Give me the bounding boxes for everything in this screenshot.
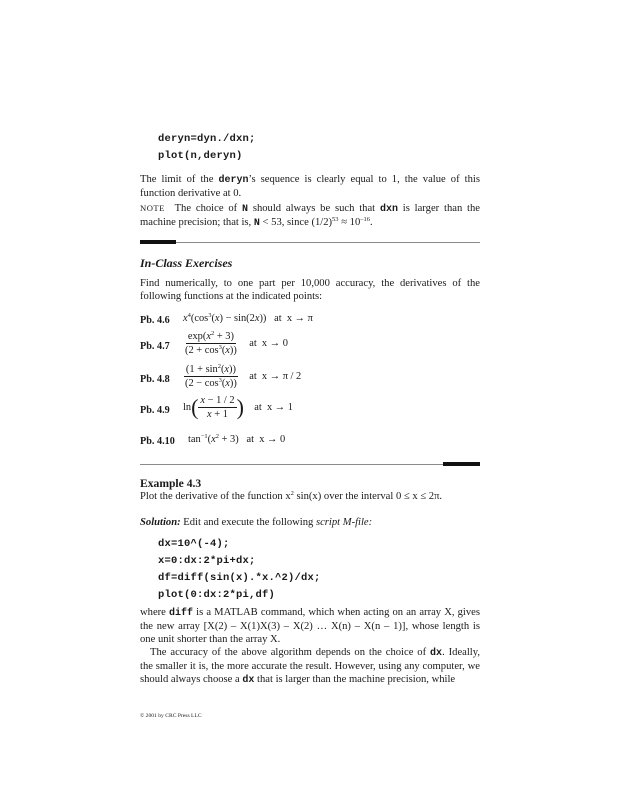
example-heading: Example 4.3 <box>140 477 202 490</box>
text: The choice of <box>174 203 242 214</box>
text: at <box>254 401 262 413</box>
text: x → 0 <box>261 337 288 349</box>
note-label: NOTE <box>140 203 165 213</box>
text: x → 1 <box>267 401 293 413</box>
text: should always be such that <box>248 203 380 214</box>
problem-label: Pb. 4.8 <box>140 374 170 385</box>
footer-copyright: © 2001 by CRC Press LLC <box>140 713 202 719</box>
text: at <box>246 434 254 445</box>
text: Plot the derivative of the function x <box>140 491 291 502</box>
text: is a MATLAB command, which when acting on an array X, gives the new array [X(2) – X(1)X(3) – X(2) … X(n) – X(n – 1)], whose length is one unit shorter than the array X. <box>140 607 480 645</box>
text: . Ideally, the smaller it is, the more accurate the result. However, using any computer, we should always choose a <box>140 647 480 685</box>
text: < 53, since (1/2) <box>259 217 333 228</box>
paragraph-limit <box>140 173 480 200</box>
text: . <box>370 217 373 228</box>
text: at <box>249 337 257 349</box>
text: sin(x) over the interval 0 ≤ x ≤ 2π. <box>293 491 443 502</box>
text: The accuracy of the above algorithm depends on the choice of <box>150 647 431 658</box>
code-line: plot(n,deryn) <box>158 150 243 162</box>
solution-label: Solution: <box>140 517 181 528</box>
text: x → π / 2 <box>261 370 302 382</box>
text: at <box>274 313 282 324</box>
exercises-intro: Find numerically, to one part per 10,000 accuracy, the derivatives of the following functions at the indicated points: <box>140 278 480 302</box>
section-rule <box>140 464 480 465</box>
superscript: 2 <box>290 490 294 497</box>
problem-formula: ln( $\frac{x - 1 / 2}{x + 1}$ ) at x → 1 <box>183 394 293 420</box>
code-line: dx=10^(-4); <box>158 538 230 550</box>
text: ’s sequence is clearly equal to 1, the value of this function derivative at 0. <box>140 174 480 199</box>
text: Edit and execute the following <box>180 517 316 528</box>
superscript: –16 <box>360 216 371 223</box>
code-line: plot(0:dx:2*pi,df) <box>158 589 276 601</box>
inline-code: N <box>253 218 260 229</box>
inline-code: dx <box>430 648 443 659</box>
solution-line <box>140 516 480 529</box>
example-statement <box>140 490 485 503</box>
problem-label: Pb. 4.7 <box>140 341 170 352</box>
code-line: df=diff(sin(x).*x.^2)/dx; <box>158 572 321 584</box>
problem-formula: $\frac{(1 + \sin^2(x))}{(2 - \cos^3(x))}$ at x → π / 2 <box>185 363 302 389</box>
inline-code: diff <box>169 608 194 619</box>
problem-formula: $\frac{\exp(x^2 + 3)}{(2 + \cos^3(x))}$ at x → 0 <box>185 330 288 356</box>
section-rule <box>140 242 480 243</box>
problem-label: Pb. 4.6 <box>140 315 170 326</box>
text: x → π <box>286 313 313 324</box>
inline-code: dxn <box>379 204 398 215</box>
inline-code: dx <box>242 675 255 686</box>
text: where <box>140 607 170 618</box>
problem-formula: $x^4(\cos^3(x) - \sin(2x))$ at x → π <box>183 312 313 324</box>
code-line: x=0:dx:2*pi+dx; <box>158 555 256 567</box>
text: is larger than the machine precision; that is, <box>140 203 481 228</box>
inline-code: N <box>242 204 249 215</box>
problem-label: Pb. 4.9 <box>140 405 170 416</box>
section-heading: In-Class Exercises <box>140 256 233 270</box>
section-bar <box>443 462 480 466</box>
section-bar <box>140 240 176 244</box>
superscript: 53 <box>332 216 339 223</box>
inline-code: deryn <box>218 175 249 186</box>
code-line: deryn=dyn./dxn; <box>158 133 256 145</box>
text: x → 0 <box>259 434 286 445</box>
problem-label: Pb. 4.10 <box>140 436 175 447</box>
paragraph-where <box>140 606 480 646</box>
text: The limit of the <box>140 174 219 185</box>
problem-formula: $\tan^{-1}(x^2 + 3)$ at x → 0 <box>188 433 286 445</box>
text: that is larger than the machine precision, while <box>254 674 456 685</box>
note-paragraph <box>140 202 480 230</box>
text: at <box>249 370 257 382</box>
text: script M-file: <box>315 517 373 528</box>
text: ≈ 10 <box>338 217 361 228</box>
paragraph-accuracy <box>140 646 480 687</box>
